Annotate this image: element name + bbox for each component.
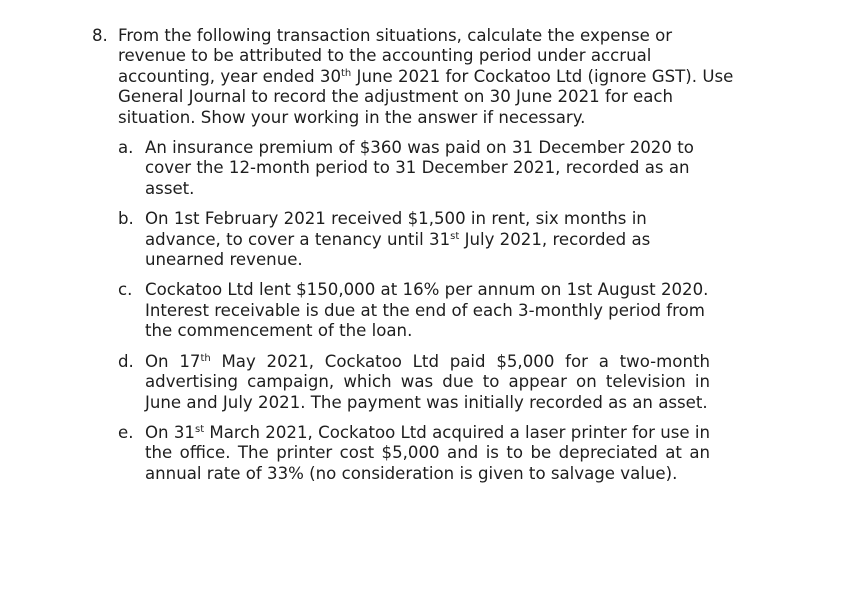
sub-question-letter: d. (118, 351, 134, 371)
sub-question-a (118, 138, 710, 199)
question-intro-part2: June 2021 for Cockatoo Ltd (ignore GST). Use General Journal to record the adjustment on 30 June 2021 for each situation. Show your working in the answer if necessary. (118, 66, 734, 127)
sub-question-d (118, 352, 710, 413)
sub-question-text-part1: On 31 (145, 422, 195, 442)
question-intro (118, 26, 742, 128)
question-number: 8. (92, 26, 108, 45)
sub-question-letter: c. (118, 280, 133, 300)
sub-question-text (145, 352, 710, 412)
sub-question-text (145, 423, 710, 483)
sub-question-b (118, 209, 710, 270)
sub-question-superscript: st (450, 230, 460, 242)
sub-question-letter: b. (118, 209, 134, 229)
sub-question-list (118, 138, 742, 484)
sub-question-text-part1: On 17 (145, 351, 201, 371)
sub-question-c (118, 280, 710, 341)
sub-question-text-part2: March 2021, Cockatoo Ltd acquired a laser printer for use in the office. The printer cost $5,000 and is to be depreciated at an annual rate of 33% (no consideration is given to salvage value). (145, 422, 711, 483)
sub-question-superscript: st (195, 423, 205, 435)
sub-question-e (118, 423, 710, 484)
question-8 (92, 26, 742, 494)
sub-question-letter: a. (118, 138, 134, 158)
question-intro-superscript: th (341, 67, 352, 79)
sub-question-text: Cockatoo Ltd lent $150,000 at 16% per annum on 1st August 2020. Interest receivable is due at the end of each 3-monthly period from the commencement of the loan. (145, 280, 709, 341)
sub-question-text-part2: July 2021, recorded as unearned revenue. (145, 229, 651, 270)
question-intro-part1: From the following transaction situations, calculate the expense or revenue to be attributed to the accounting period under accrual accounting, year ended 30 (118, 26, 673, 86)
sub-question-text: An insurance premium of $360 was paid on 31 December 2020 to cover the 12-month period to 31 December 2021, recorded as an asset. (145, 138, 694, 198)
sub-question-text-part2: May 2021, Cockatoo Ltd paid $5,000 for a two-month advertising campaign, which was due to appear on television in June and July 2021. The payment was initially recorded as an asset. (145, 351, 710, 412)
sub-question-superscript: th (200, 352, 211, 364)
sub-question-text (145, 209, 650, 269)
sub-question-letter: e. (118, 422, 134, 442)
sub-question-text-part1: On 1st February 2021 received $1,500 in rent, six months in advance, to cover a tenancy until 31 (145, 209, 647, 249)
